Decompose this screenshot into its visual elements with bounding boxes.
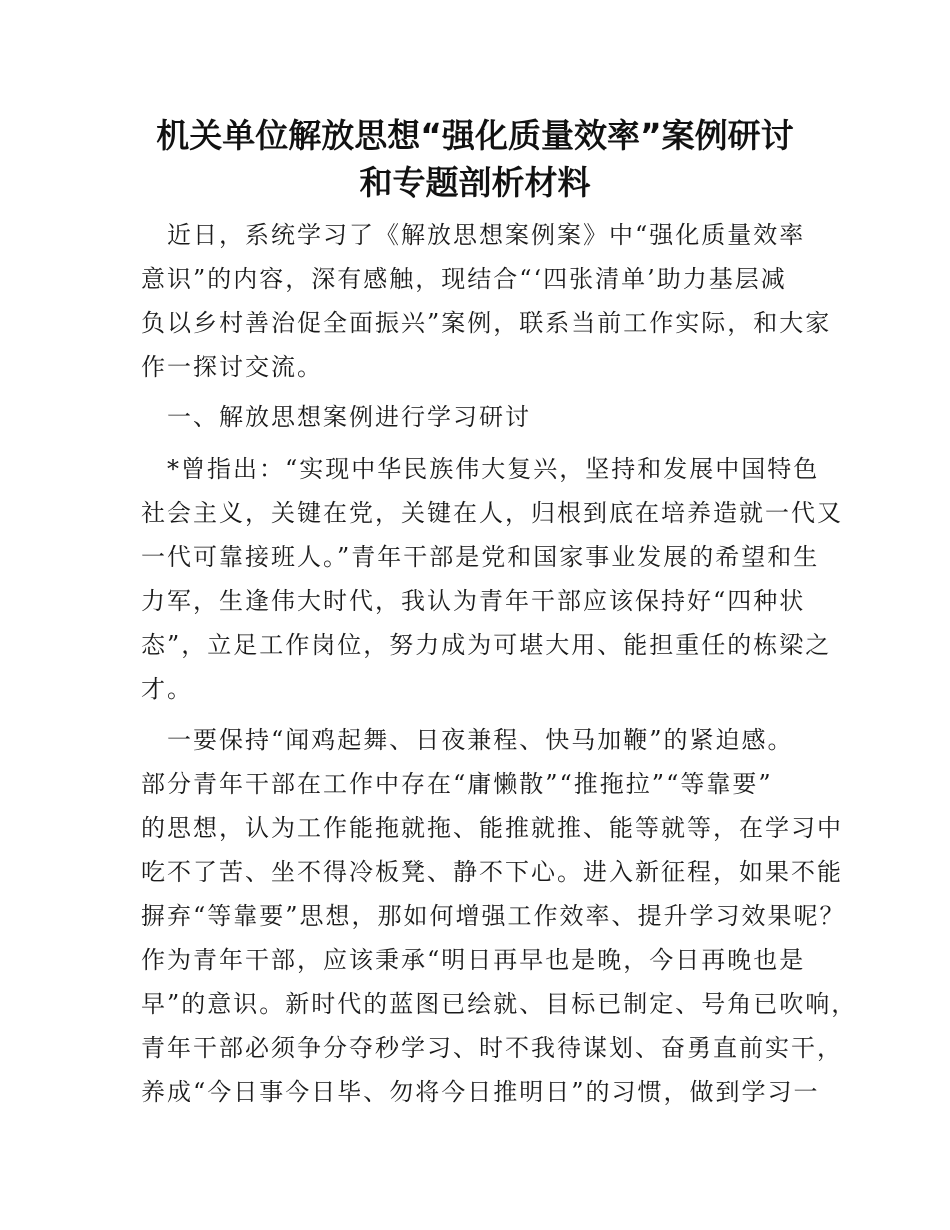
text-line: 力军，生逢伟大时代，我认为青年干部应该保持好“四种状 — [141, 587, 806, 615]
text-line: 吃不了苦、坐不得冷板凳、静不下心。进入新征程，如果不能 — [141, 858, 843, 886]
text-line: 一要保持“闻鸡起舞、日夜兼程、快马加鞭”的紧迫感。 — [141, 726, 794, 754]
text-line: 青年干部必须争分夺秒学习、时不我待谋划、奋勇直前实干， — [141, 1034, 843, 1062]
text-line: 摒弃“等靠要”思想，那如何增强工作效率、提升学习效果呢？ — [141, 902, 846, 930]
text-line: 作为青年干部，应该秉承“明日再早也是晚，今日再晚也是 — [141, 946, 806, 974]
text-line: 社会主义，关键在党，关键在人，归根到底在培养造就一代又 — [141, 499, 843, 527]
text-line: 养成“今日事今日毕、勿将今日推明日”的习惯，做到学习一 — [141, 1078, 820, 1106]
text-line: *曾指出：“实现中华民族伟大复兴，坚持和发展中国特色 — [141, 455, 820, 483]
document-title-line-2: 和专题剖析材料 — [359, 163, 591, 202]
text-line: 作一探讨交流。 — [141, 353, 323, 381]
text-line: 早”的意识。新时代的蓝图已绘就、目标已制定、号角已吹响， — [141, 990, 858, 1018]
section-heading-1 — [141, 395, 816, 439]
text-line: 意识”的内容，深有感触，现结合“‘四张清单’助力基层减 — [141, 265, 787, 293]
paragraph-urgency — [141, 718, 858, 1114]
text-line: 的思想，认为工作能拖就拖、能推就推、能等就等，在学习中 — [141, 814, 843, 842]
paragraph-introduction — [141, 213, 832, 389]
text-line: 近日，系统学习了《解放思想案例案》中“强化质量效率 — [141, 221, 806, 249]
text-line: 部分青年干部在工作中存在“庸懒散”“推拖拉”“等靠要” — [141, 770, 773, 798]
paragraph-quote — [141, 447, 843, 711]
text-line: 才。 — [141, 675, 193, 703]
text-line: 态”，立足工作岗位，努力成为可堪大用、能担重任的栋梁之 — [141, 631, 832, 659]
text-line: 一代可靠接班人。”青年干部是党和国家事业发展的希望和生 — [141, 543, 820, 571]
text-line: 一、解放思想案例进行学习研讨 — [141, 403, 531, 431]
text-line: 负以乡村善治促全面振兴”案例，联系当前工作实际，和大家 — [141, 309, 832, 337]
document-title-line-1: 机关单位解放思想“强化质量效率”案例研讨 — [156, 116, 794, 155]
